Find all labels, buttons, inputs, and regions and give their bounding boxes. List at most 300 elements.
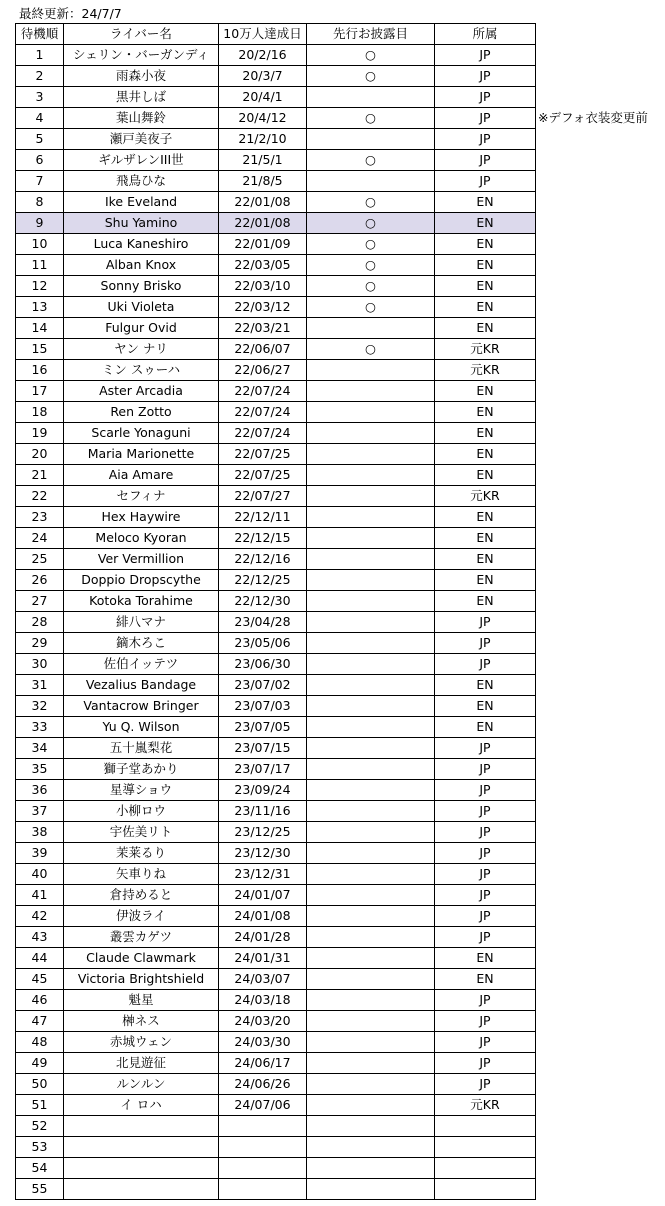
cell-date: 21/2/10 <box>219 129 307 150</box>
cell-affiliation: JP <box>435 1053 536 1074</box>
cell-name: 伊波ライ <box>64 906 219 927</box>
cell-name <box>64 1137 219 1158</box>
cell-order: 13 <box>16 297 64 318</box>
cell-affiliation: EN <box>435 507 536 528</box>
cell-date: 23/07/03 <box>219 696 307 717</box>
cell-affiliation: JP <box>435 654 536 675</box>
table-row <box>16 927 536 948</box>
cell-order: 30 <box>16 654 64 675</box>
cell-affiliation <box>435 1116 536 1137</box>
table-row <box>16 129 536 150</box>
cell-date: 24/03/30 <box>219 1032 307 1053</box>
cell-preview <box>307 87 435 108</box>
cell-affiliation: JP <box>435 906 536 927</box>
cell-name: Fulgur Ovid <box>64 318 219 339</box>
cell-date: 24/01/07 <box>219 885 307 906</box>
cell-preview <box>307 549 435 570</box>
cell-date: 20/3/7 <box>219 66 307 87</box>
cell-preview <box>307 423 435 444</box>
cell-affiliation: 元KR <box>435 360 536 381</box>
column-header-order: 待機順 <box>16 24 64 45</box>
table-row <box>16 276 536 297</box>
cell-date: 22/12/15 <box>219 528 307 549</box>
cell-date <box>219 1137 307 1158</box>
cell-affiliation: JP <box>435 843 536 864</box>
cell-affiliation: JP <box>435 171 536 192</box>
cell-affiliation: EN <box>435 570 536 591</box>
cell-affiliation: JP <box>435 108 536 129</box>
cell-name: 宇佐美リト <box>64 822 219 843</box>
table-row <box>16 507 536 528</box>
cell-preview <box>307 885 435 906</box>
cell-date: 23/11/16 <box>219 801 307 822</box>
table-row <box>16 234 536 255</box>
cell-date: 22/06/07 <box>219 339 307 360</box>
cell-date: 23/06/30 <box>219 654 307 675</box>
cell-order: 12 <box>16 276 64 297</box>
table-row <box>16 654 536 675</box>
cell-affiliation: JP <box>435 864 536 885</box>
cell-date: 20/2/16 <box>219 45 307 66</box>
cell-order: 42 <box>16 906 64 927</box>
table-row <box>16 255 536 276</box>
cell-affiliation: EN <box>435 192 536 213</box>
cell-affiliation <box>435 1179 536 1200</box>
cell-order: 3 <box>16 87 64 108</box>
table-row <box>16 339 536 360</box>
cell-order: 45 <box>16 969 64 990</box>
cell-preview <box>307 1053 435 1074</box>
table-row <box>16 906 536 927</box>
cell-name: 魁星 <box>64 990 219 1011</box>
cell-order: 41 <box>16 885 64 906</box>
cell-preview <box>307 633 435 654</box>
cell-name: Kotoka Torahime <box>64 591 219 612</box>
cell-name: Aster Arcadia <box>64 381 219 402</box>
cell-affiliation: EN <box>435 948 536 969</box>
cell-preview <box>307 948 435 969</box>
cell-affiliation: JP <box>435 1074 536 1095</box>
table-header <box>16 24 536 45</box>
cell-preview: ○ <box>307 108 435 129</box>
table-row <box>16 990 536 1011</box>
cell-name: Scarle Yonaguni <box>64 423 219 444</box>
cell-affiliation: EN <box>435 318 536 339</box>
table-row <box>16 1011 536 1032</box>
cell-date: 22/01/08 <box>219 192 307 213</box>
cell-preview <box>307 360 435 381</box>
cell-order: 5 <box>16 129 64 150</box>
cell-name: シェリン・バーガンディ <box>64 45 219 66</box>
cell-order: 6 <box>16 150 64 171</box>
cell-order: 44 <box>16 948 64 969</box>
cell-date: 22/07/25 <box>219 465 307 486</box>
cell-name: Claude Clawmark <box>64 948 219 969</box>
table-row <box>16 864 536 885</box>
cell-preview <box>307 906 435 927</box>
table-body <box>16 45 536 1200</box>
cell-preview <box>307 969 435 990</box>
cell-order: 36 <box>16 780 64 801</box>
cell-affiliation: EN <box>435 528 536 549</box>
cell-order: 8 <box>16 192 64 213</box>
cell-order: 35 <box>16 759 64 780</box>
cell-name: Victoria Brightshield <box>64 969 219 990</box>
cell-order: 26 <box>16 570 64 591</box>
cell-preview <box>307 843 435 864</box>
cell-order: 11 <box>16 255 64 276</box>
cell-date: 20/4/12 <box>219 108 307 129</box>
cell-preview: ○ <box>307 234 435 255</box>
cell-affiliation: JP <box>435 1011 536 1032</box>
cell-preview <box>307 927 435 948</box>
table-row <box>16 801 536 822</box>
cell-preview <box>307 129 435 150</box>
cell-name: 星導ショウ <box>64 780 219 801</box>
cell-affiliation: JP <box>435 759 536 780</box>
table-row <box>16 1032 536 1053</box>
table-row <box>16 570 536 591</box>
cell-name: Luca Kaneshiro <box>64 234 219 255</box>
cell-preview <box>307 1011 435 1032</box>
table-row <box>16 612 536 633</box>
cell-affiliation <box>435 1137 536 1158</box>
cell-order: 49 <box>16 1053 64 1074</box>
cell-preview <box>307 780 435 801</box>
cell-date: 22/07/24 <box>219 402 307 423</box>
cell-preview <box>307 528 435 549</box>
cell-date: 23/07/17 <box>219 759 307 780</box>
cell-preview <box>307 864 435 885</box>
cell-date: 22/06/27 <box>219 360 307 381</box>
cell-date: 21/8/5 <box>219 171 307 192</box>
cell-date: 22/12/16 <box>219 549 307 570</box>
cell-order: 27 <box>16 591 64 612</box>
column-header-date: 10万人達成日 <box>219 24 307 45</box>
cell-order: 47 <box>16 1011 64 1032</box>
table-row <box>16 696 536 717</box>
cell-affiliation: JP <box>435 87 536 108</box>
row-4-side-note: ※デフォ衣装変更前 <box>538 110 648 125</box>
cell-affiliation: JP <box>435 780 536 801</box>
cell-preview: ○ <box>307 276 435 297</box>
cell-preview <box>307 654 435 675</box>
cell-preview <box>307 675 435 696</box>
cell-date: 22/01/09 <box>219 234 307 255</box>
cell-name <box>64 1158 219 1179</box>
cell-order: 22 <box>16 486 64 507</box>
cell-date: 23/12/25 <box>219 822 307 843</box>
cell-date: 23/07/02 <box>219 675 307 696</box>
table-row <box>16 381 536 402</box>
table-row <box>16 87 536 108</box>
cell-affiliation: EN <box>435 213 536 234</box>
cell-preview <box>307 171 435 192</box>
cell-name: 緋八マナ <box>64 612 219 633</box>
cell-order: 54 <box>16 1158 64 1179</box>
cell-affiliation: EN <box>435 591 536 612</box>
cell-preview <box>307 465 435 486</box>
table-row <box>16 171 536 192</box>
cell-affiliation: JP <box>435 633 536 654</box>
cell-order: 28 <box>16 612 64 633</box>
cell-affiliation: JP <box>435 66 536 87</box>
cell-name: 葉山舞鈴 <box>64 108 219 129</box>
table-row <box>16 1116 536 1137</box>
cell-order: 1 <box>16 45 64 66</box>
cell-preview: ○ <box>307 66 435 87</box>
cell-order: 9 <box>16 213 64 234</box>
cell-affiliation: EN <box>435 549 536 570</box>
table-row <box>16 360 536 381</box>
cell-preview: ○ <box>307 255 435 276</box>
cell-order: 37 <box>16 801 64 822</box>
cell-date: 22/03/10 <box>219 276 307 297</box>
cell-date: 24/01/28 <box>219 927 307 948</box>
cell-name: Doppio Dropscythe <box>64 570 219 591</box>
cell-name: Hex Haywire <box>64 507 219 528</box>
table-row <box>16 297 536 318</box>
cell-date: 22/07/25 <box>219 444 307 465</box>
cell-affiliation: JP <box>435 738 536 759</box>
cell-date: 23/04/28 <box>219 612 307 633</box>
table-row <box>16 1095 536 1116</box>
cell-order: 40 <box>16 864 64 885</box>
cell-name: ミン スゥーハ <box>64 360 219 381</box>
cell-affiliation: EN <box>435 381 536 402</box>
cell-order: 52 <box>16 1116 64 1137</box>
cell-affiliation: EN <box>435 234 536 255</box>
cell-date: 24/01/08 <box>219 906 307 927</box>
cell-date <box>219 1158 307 1179</box>
cell-name: Shu Yamino <box>64 213 219 234</box>
cell-name: ルンルン <box>64 1074 219 1095</box>
cell-date: 22/01/08 <box>219 213 307 234</box>
cell-date: 22/07/24 <box>219 423 307 444</box>
cell-date: 24/07/06 <box>219 1095 307 1116</box>
cell-preview <box>307 1158 435 1179</box>
cell-order: 31 <box>16 675 64 696</box>
table-row <box>16 1137 536 1158</box>
cell-preview <box>307 318 435 339</box>
cell-order: 25 <box>16 549 64 570</box>
cell-name: ギルザレンIII世 <box>64 150 219 171</box>
cell-name: 矢車りね <box>64 864 219 885</box>
cell-preview <box>307 1137 435 1158</box>
cell-order: 16 <box>16 360 64 381</box>
cell-preview <box>307 612 435 633</box>
cell-name: 北見遊征 <box>64 1053 219 1074</box>
cell-date: 24/06/26 <box>219 1074 307 1095</box>
cell-date: 24/03/18 <box>219 990 307 1011</box>
table-row <box>16 738 536 759</box>
cell-name: イ ロハ <box>64 1095 219 1116</box>
table-row <box>16 528 536 549</box>
cell-affiliation: JP <box>435 801 536 822</box>
table-row <box>16 633 536 654</box>
cell-order: 46 <box>16 990 64 1011</box>
cell-name: 黒井しば <box>64 87 219 108</box>
cell-order: 17 <box>16 381 64 402</box>
cell-order: 18 <box>16 402 64 423</box>
cell-order: 32 <box>16 696 64 717</box>
cell-preview <box>307 1032 435 1053</box>
cell-name: Yu Q. Wilson <box>64 717 219 738</box>
cell-preview <box>307 486 435 507</box>
cell-name: Vezalius Bandage <box>64 675 219 696</box>
table-row <box>16 591 536 612</box>
table-row <box>16 1158 536 1179</box>
cell-preview <box>307 990 435 1011</box>
cell-name: 叢雲カゲツ <box>64 927 219 948</box>
cell-affiliation: EN <box>435 402 536 423</box>
cell-affiliation: EN <box>435 423 536 444</box>
cell-date: 22/03/21 <box>219 318 307 339</box>
cell-name: 茉莱るり <box>64 843 219 864</box>
cell-name: 五十嵐梨花 <box>64 738 219 759</box>
cell-name: ヤン ナリ <box>64 339 219 360</box>
cell-preview <box>307 570 435 591</box>
cell-date: 23/07/05 <box>219 717 307 738</box>
cell-name: 赤城ウェン <box>64 1032 219 1053</box>
cell-affiliation: EN <box>435 675 536 696</box>
cell-order: 34 <box>16 738 64 759</box>
table-row <box>16 402 536 423</box>
cell-date: 20/4/1 <box>219 87 307 108</box>
cell-name: 佐伯イッテツ <box>64 654 219 675</box>
cell-order: 7 <box>16 171 64 192</box>
table-row <box>16 192 536 213</box>
cell-affiliation: JP <box>435 990 536 1011</box>
cell-date: 24/01/31 <box>219 948 307 969</box>
cell-preview: ○ <box>307 339 435 360</box>
cell-date: 22/03/12 <box>219 297 307 318</box>
cell-date: 24/03/07 <box>219 969 307 990</box>
table-row <box>16 675 536 696</box>
table-row <box>16 108 536 129</box>
cell-affiliation: 元KR <box>435 339 536 360</box>
cell-name <box>64 1179 219 1200</box>
cell-date: 22/12/11 <box>219 507 307 528</box>
cell-name: Vantacrow Bringer <box>64 696 219 717</box>
cell-preview <box>307 1074 435 1095</box>
cell-order: 2 <box>16 66 64 87</box>
cell-preview <box>307 591 435 612</box>
cell-affiliation: JP <box>435 612 536 633</box>
cell-date: 22/07/24 <box>219 381 307 402</box>
table-row <box>16 1074 536 1095</box>
cell-preview: ○ <box>307 45 435 66</box>
cell-date: 21/5/1 <box>219 150 307 171</box>
cell-preview <box>307 759 435 780</box>
table-row <box>16 465 536 486</box>
cell-order: 21 <box>16 465 64 486</box>
cell-preview: ○ <box>307 213 435 234</box>
cell-date: 22/12/25 <box>219 570 307 591</box>
cell-affiliation: EN <box>435 276 536 297</box>
cell-preview: ○ <box>307 150 435 171</box>
cell-affiliation: EN <box>435 717 536 738</box>
cell-name: 鏑木ろこ <box>64 633 219 654</box>
cell-name <box>64 1116 219 1137</box>
table-row <box>16 843 536 864</box>
cell-name: Ike Eveland <box>64 192 219 213</box>
cell-affiliation: JP <box>435 150 536 171</box>
table-row <box>16 213 536 234</box>
cell-order: 29 <box>16 633 64 654</box>
cell-date: 23/12/30 <box>219 843 307 864</box>
table-row <box>16 759 536 780</box>
cell-name: Sonny Brisko <box>64 276 219 297</box>
cell-date: 23/07/15 <box>219 738 307 759</box>
cell-order: 20 <box>16 444 64 465</box>
cell-affiliation: JP <box>435 45 536 66</box>
table-row <box>16 969 536 990</box>
cell-order: 39 <box>16 843 64 864</box>
cell-preview <box>307 507 435 528</box>
cell-affiliation: 元KR <box>435 1095 536 1116</box>
table-row <box>16 948 536 969</box>
cell-affiliation: EN <box>435 444 536 465</box>
cell-name: 倉持めると <box>64 885 219 906</box>
cell-name: Meloco Kyoran <box>64 528 219 549</box>
cell-preview <box>307 822 435 843</box>
cell-date: 22/07/27 <box>219 486 307 507</box>
cell-order: 19 <box>16 423 64 444</box>
cell-name: 榊ネス <box>64 1011 219 1032</box>
table-row <box>16 549 536 570</box>
cell-affiliation <box>435 1158 536 1179</box>
cell-name: Alban Knox <box>64 255 219 276</box>
table-row <box>16 1179 536 1200</box>
cell-date <box>219 1179 307 1200</box>
cell-order: 10 <box>16 234 64 255</box>
table-row <box>16 1053 536 1074</box>
cell-date: 24/06/17 <box>219 1053 307 1074</box>
cell-preview: ○ <box>307 192 435 213</box>
table-row <box>16 318 536 339</box>
cell-name: Maria Marionette <box>64 444 219 465</box>
cell-affiliation: EN <box>435 255 536 276</box>
column-header-affiliation: 所属 <box>435 24 536 45</box>
cell-name: 小柳ロウ <box>64 801 219 822</box>
header-row <box>16 24 536 45</box>
cell-affiliation: EN <box>435 969 536 990</box>
cell-preview: ○ <box>307 297 435 318</box>
cell-preview <box>307 1095 435 1116</box>
cell-order: 48 <box>16 1032 64 1053</box>
cell-order: 51 <box>16 1095 64 1116</box>
cell-date: 22/03/05 <box>219 255 307 276</box>
cell-affiliation: EN <box>435 465 536 486</box>
column-header-name: ライバー名 <box>64 24 219 45</box>
cell-affiliation: 元KR <box>435 486 536 507</box>
table-row <box>16 885 536 906</box>
cell-name: Aia Amare <box>64 465 219 486</box>
cell-preview <box>307 696 435 717</box>
table-row <box>16 822 536 843</box>
cell-date: 23/05/06 <box>219 633 307 654</box>
table-row <box>16 717 536 738</box>
cell-name: 飛鳥ひな <box>64 171 219 192</box>
cell-affiliation: JP <box>435 822 536 843</box>
table-row <box>16 444 536 465</box>
waiting-order-table <box>15 23 536 1200</box>
cell-affiliation: JP <box>435 885 536 906</box>
cell-affiliation: JP <box>435 1032 536 1053</box>
cell-order: 33 <box>16 717 64 738</box>
cell-date: 23/12/31 <box>219 864 307 885</box>
